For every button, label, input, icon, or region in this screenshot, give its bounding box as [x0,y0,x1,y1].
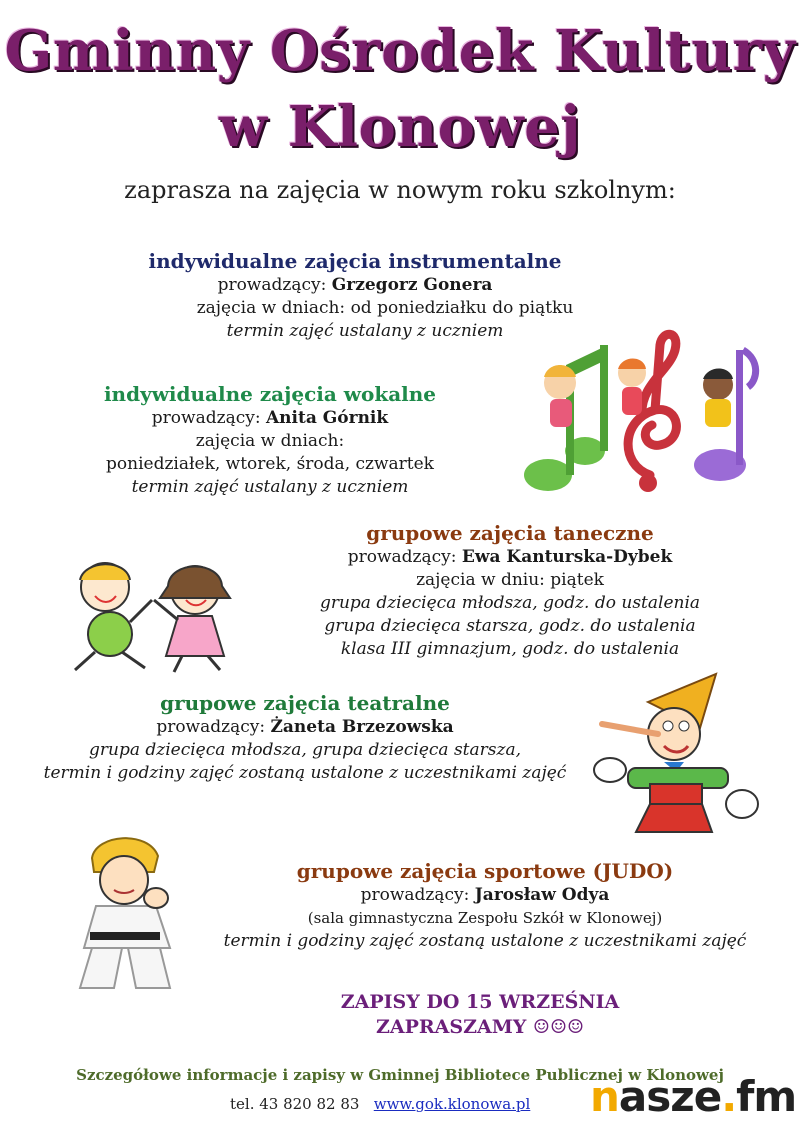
footer-contact [230,1095,530,1113]
dance-days: zajęcia w dniu: piątek [416,570,604,590]
instrumental-term: termin zajęć ustalany z uczniem [226,321,504,341]
watermark-n: n [590,1072,619,1121]
watermark-dot: . [721,1072,737,1121]
section-vocal [80,381,460,499]
theatre-leader-line [20,716,590,739]
instrumental-leader: Grzegorz Gonera [331,275,493,295]
vocal-term: termin zajęć ustalany z uczniem [131,477,409,497]
vocal-leader-line [80,407,460,430]
signup-invite: ZAPRASZAMY ☺☺☺ [375,1016,585,1038]
section-dance [300,520,720,661]
page-title-line2: w Klonowej [218,94,582,160]
dance-leader: Ewa Kanturska-Dybek [461,547,673,567]
instrumental-heading: indywidualne zajęcia instrumentalne [148,249,562,273]
judo-heading: grupowe zajęcia sportowe (JUDO) [296,859,674,883]
judo-term: termin i godziny zajęć zostaną ustalone z uczestnikami zajęć [223,931,747,951]
theatre-leader: Żaneta Brzezowska [270,717,454,737]
instrumental-leader-line [120,274,590,297]
instrumental-days: zajęcia w dniach: od poniedziałku do piątku [196,298,574,318]
dance-group-item: grupa dziecięca młodsza, godz. do ustalenia [319,593,701,613]
theatre-heading: grupowe zajęcia teatralne [160,691,450,715]
vocal-heading: indywidualne zajęcia wokalne [103,382,437,406]
dance-leader-line [300,546,720,569]
boy-icon [75,563,152,670]
watermark-fm: fm [736,1072,797,1121]
page-title-line1: Gminny Ośrodek Kultury [4,18,796,84]
girl-icon [154,566,230,672]
watermark-asze: asze [618,1072,722,1121]
signup-block [300,990,660,1040]
pinocchio-icon [594,674,758,832]
footer-phone: tel. 43 820 82 83 [230,1095,360,1113]
judo-kid-icon [80,838,170,988]
section-judo [200,858,770,953]
dancing-kids-illustration [50,552,250,677]
judo-place: (sala gimnastyczna Zespołu Szkół w Klonowej) [307,909,663,927]
theatre-term: termin i godziny zajęć zostaną ustalone z uczestnikami zajęć [43,763,567,783]
theatre-groups: grupa dziecięca młodsza, grupa dziecięca starsza, [89,740,521,760]
leader-label: prowadzący: [360,885,475,905]
nasze-fm-watermark [590,1072,796,1121]
dance-group-item: klasa III gimnazjum, godz. do ustalenia [340,639,680,659]
judo-leader-line [200,884,770,907]
section-theatre [20,690,590,785]
footer-website-link[interactable]: www.gok.klonowa.pl [373,1095,531,1113]
judo-kid-illustration [62,828,188,998]
leader-label: prowadzący: [156,717,271,737]
vocal-days: poniedziałek, wtorek, środa, czwartek [106,454,434,474]
dance-heading: grupowe zajęcia taneczne [366,521,654,545]
footer-info: Szczegółowe informacje i zapisy w Gminnej Bibliotece Publicznej w Klonowej [76,1066,724,1084]
judo-leader: Jarosław Odya [474,885,610,905]
leader-label: prowadzący: [347,547,462,567]
vocal-days-label: zajęcia w dniach: [195,431,345,451]
leader-label: prowadzący: [217,275,332,295]
intro-text: zaprasza na zajęcia w nowym roku szkolnym: [124,176,676,204]
signup-deadline: ZAPISY DO 15 WRZEŚNIA [340,991,620,1013]
leader-label: prowadzący: [151,408,266,428]
dance-group-item: grupa dziecięca starsza, godz. do ustalenia [324,616,696,636]
vocal-leader: Anita Górnik [265,408,389,428]
music-kids-illustration [510,325,765,495]
pinocchio-illustration [588,672,760,834]
